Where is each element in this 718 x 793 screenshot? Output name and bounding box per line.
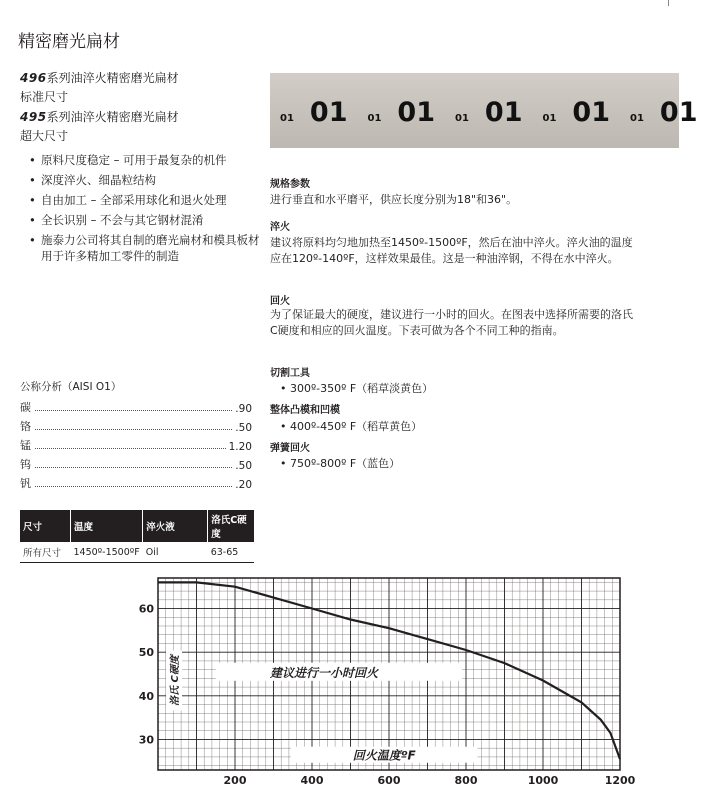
specs-heading: 规格参数 [270, 179, 310, 190]
element-value: .20 [235, 479, 252, 491]
composition-title: 公称分析（AISI O1） [20, 381, 122, 393]
guide-heading: 切割工具 [270, 368, 310, 379]
feature-text: 全长识别 – 不会与其它钢材混淆 [41, 213, 204, 227]
composition-row [20, 396, 252, 415]
bar-marking: 01 01 [542, 97, 610, 128]
feature-list [28, 152, 264, 268]
bullet-icon: • [29, 153, 36, 167]
table-cell: 所有尺寸 [20, 542, 71, 563]
element-name: 钒 [20, 477, 31, 490]
steel-bar-image [270, 73, 698, 148]
feature-text: 施泰力公司将其自制的磨光扁材和模具板材用于许多精加工零件的制造 [41, 233, 260, 263]
composition-row [20, 434, 252, 453]
list-item [28, 212, 264, 228]
x-tick-label: 600 [377, 774, 401, 787]
bullet-icon: • [29, 233, 36, 247]
column-header: 淬火液 [143, 510, 208, 542]
y-tick-label: 30 [138, 733, 154, 747]
bar-marking: 01 01 [630, 97, 698, 128]
product-495-size: 超大尺寸 [20, 129, 69, 143]
list-item [28, 232, 264, 264]
table-row [20, 542, 254, 563]
composition-row [20, 415, 252, 434]
feature-text: 深度淬火、细晶粒结构 [41, 173, 156, 187]
composition-row [20, 453, 252, 472]
element-name: 碳 [20, 401, 31, 414]
chart-ylabel: 洛氏 C硬度 [170, 655, 181, 706]
chart-annotation-box [216, 663, 462, 681]
y-tick-label: 40 [138, 689, 154, 703]
bar-marking: 01 01 [367, 97, 435, 128]
x-tick-label: 800 [454, 774, 478, 787]
dot-leader [35, 428, 232, 430]
column-header: 洛氏C硬度 [208, 510, 254, 542]
chart-xlabel: 回火温度ºF [352, 748, 416, 763]
x-tick-label: 200 [223, 774, 247, 787]
quench-heading: 淬火 [270, 222, 290, 233]
composition-row [20, 472, 252, 491]
list-item [28, 192, 264, 208]
x-tick-label: 1000 [527, 774, 559, 787]
divider [668, 0, 669, 6]
product-495-heading [20, 110, 179, 125]
column-header: 尺寸 [20, 510, 71, 542]
chart-y-ticks [139, 603, 155, 747]
bullet-icon: • [29, 193, 36, 207]
feature-text: 原料尺度稳定 – 可用于最复杂的机件 [41, 153, 227, 167]
chart-xlabel-box [291, 747, 478, 763]
guide-item: • 300º-350º F（稻草淡黄色） [280, 382, 434, 395]
element-value: .90 [235, 403, 252, 415]
product-name: 系列油淬火精密磨光扁材 [46, 71, 179, 85]
chart-ylabel-box [166, 651, 182, 711]
composition-list [20, 396, 252, 491]
feature-text: 自由加工 – 全部采用球化和退火处理 [41, 193, 227, 207]
chart-annotation: 建议进行一小时回火 [269, 665, 378, 680]
bar-marking: 01 01 [455, 97, 523, 128]
product-496-size: 标准尺寸 [20, 90, 69, 104]
list-item [28, 152, 264, 168]
table-cell: Oil [143, 542, 208, 563]
dot-leader [35, 466, 232, 468]
bullet-icon: • [29, 213, 36, 227]
element-value: .50 [235, 460, 252, 472]
hardening-table [20, 510, 254, 563]
element-name: 钨 [20, 458, 31, 471]
bullet-icon: • [280, 457, 290, 470]
element-name: 锰 [20, 439, 31, 452]
bullet-icon: • [29, 173, 36, 187]
specs-text: 进行垂直和水平磨平，供应长度分别为18"和36"。 [270, 193, 518, 206]
element-name: 铬 [20, 420, 31, 433]
y-tick-label: 50 [138, 646, 154, 660]
guide-item: • 750º-800º F（蓝色） [280, 457, 401, 470]
product-name: 系列油淬火精密磨光扁材 [46, 110, 179, 124]
table-header-row [20, 510, 254, 542]
element-value: .50 [235, 422, 252, 434]
page-title: 精密磨光扁材 [18, 32, 120, 52]
column-header: 温度 [71, 510, 143, 542]
product-496-heading [20, 71, 179, 86]
guide-heading: 整体凸模和凹模 [270, 405, 340, 416]
bullet-icon: • [280, 382, 290, 395]
guide-heading: 弹簧回火 [270, 443, 310, 454]
bullet-icon: • [280, 420, 290, 433]
element-value: 1.20 [228, 441, 252, 453]
bar-marking: 01 01 [280, 97, 348, 128]
temper-text: 为了保证最大的硬度，建议进行一小时的回火。在图表中选择所需要的洛氏C硬度和相应的回火温度。下表可做为各个不同工种的指南。 [270, 308, 633, 337]
dot-leader [35, 447, 226, 449]
product-code: 495 [20, 110, 47, 124]
product-code: 496 [20, 71, 47, 85]
guide-item: • 400º-450º F（稻草黄色） [280, 420, 423, 433]
dot-leader [35, 409, 232, 411]
y-tick-label: 60 [138, 602, 154, 616]
quench-text: 建议将原料均匀地加热至1450º-1500ºF，然后在油中淬火。淬火油的温度应在120º-140ºF，这样效果最佳。这是一种油淬钢，不得在水中淬火。 [270, 236, 633, 265]
table-cell: 63-65 [208, 542, 254, 563]
list-item [28, 172, 264, 188]
table-cell: 1450º-1500ºF [71, 542, 143, 563]
x-tick-label: 1200 [604, 774, 636, 787]
bar-markings [280, 97, 718, 128]
x-tick-label: 400 [300, 774, 324, 787]
temper-heading: 回火 [270, 296, 290, 307]
dot-leader [35, 485, 232, 487]
chart-x-ticks [224, 774, 636, 787]
tempering-chart [130, 570, 640, 790]
